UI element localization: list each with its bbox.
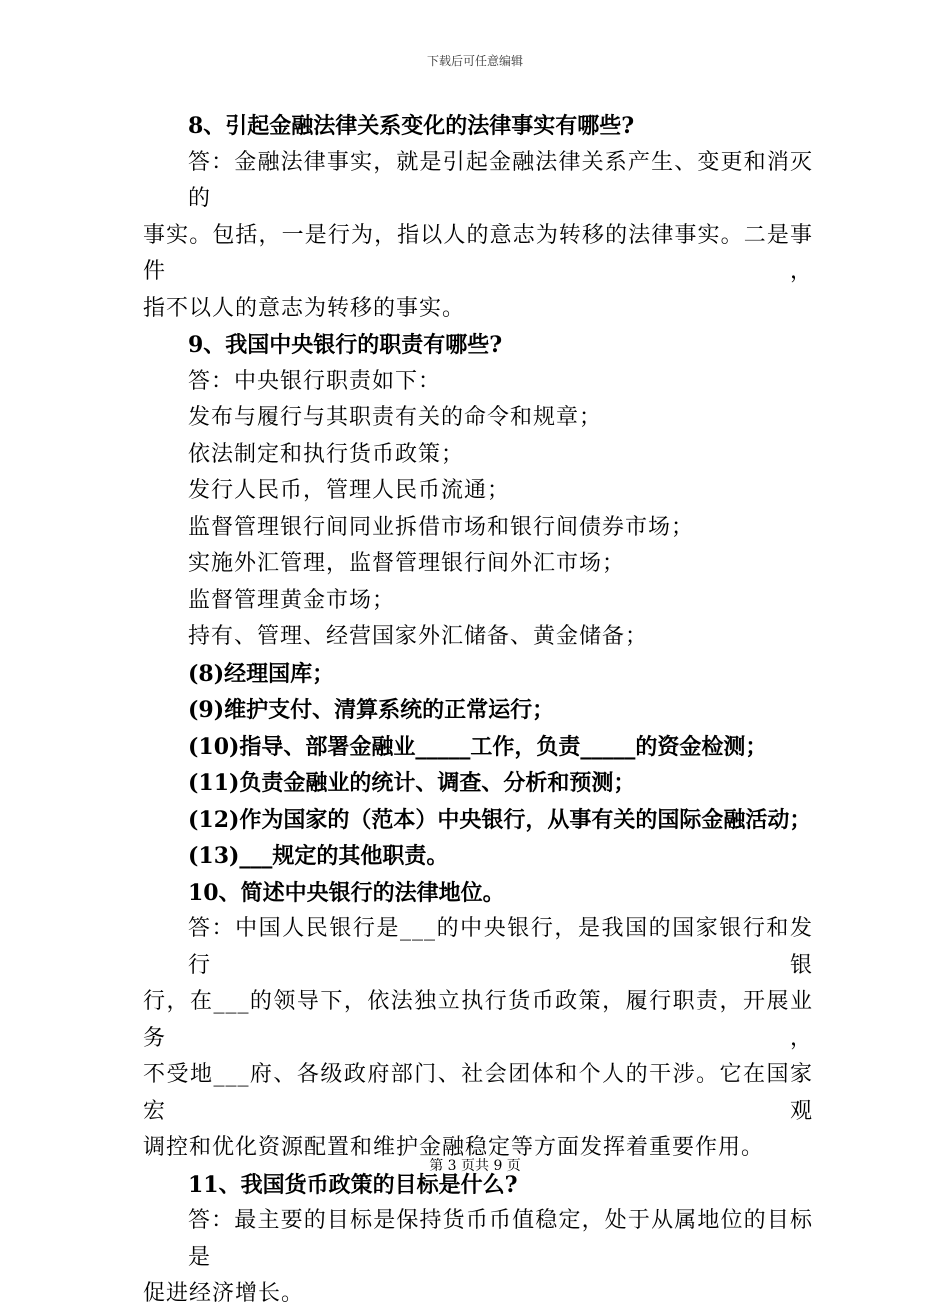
answer-10-line-2: 行，在___的领导下，依法独立执行货币政策，履行职责，开展业务，: [143, 989, 813, 1051]
duty-item-12: (12)作为国家的（范本）中央银行，从事有关的国际金融活动；: [188, 806, 812, 833]
answer-10-line-1: 答：中国人民银行是___的中央银行，是我国的国家银行和发行银: [188, 916, 813, 978]
duty-item: 发布与履行与其职责有关的命令和规章；: [188, 405, 603, 430]
answer-10-line-4: 调控和优化资源配置和维护金融稳定等方面发挥着重要作用。: [143, 1135, 765, 1160]
answer-9-intro: 答：中央银行职责如下：: [188, 368, 442, 394]
duty-item-13: (13)___规定的其他职责。: [188, 843, 449, 869]
answer-11-line-1: 答：最主要的目标是保持货币币值稳定，处于从属地位的目标是: [188, 1208, 813, 1270]
duty-item: 监督管理黄金市场；: [188, 587, 396, 613]
question-9-heading: 9、我国中央银行的职责有哪些?: [188, 332, 503, 358]
answer-8-line-3: 指不以人的意志为转移的事实。: [143, 295, 466, 321]
page-footer: 第 3 页共 9 页: [429, 1158, 521, 1174]
question-8-heading: 8、引起金融法律关系变化的法律事实有哪些?: [188, 113, 635, 139]
question-11-heading: 11、我国货币政策的目标是什么?: [188, 1171, 518, 1198]
duty-item-8: (8)经理国库；: [188, 660, 335, 687]
duty-item: 依法制定和执行货币政策；: [188, 441, 465, 467]
duty-item: 发行人民币，管理人民币流通；: [188, 478, 511, 503]
duty-item: 监督管理银行间同业拆借市场和银行间债券市场；: [188, 514, 695, 540]
duty-item: 持有、管理、经营国家外汇储备、黄金储备；: [188, 624, 649, 649]
document-body: [143, 108, 813, 1313]
question-10-heading: 10、简述中央银行的法律地位。: [188, 879, 505, 906]
duty-item-11: (11)负责金融业的统计、调查、分析和预测；: [188, 770, 636, 796]
answer-8-line-2: 事实。包括，一是行为，指以人的意志为转移的法律事实。二是事件，: [143, 222, 813, 284]
answer-8-line-1: 答：金融法律事实，就是引起金融法律关系产生、变更和消灭的: [188, 149, 813, 211]
duty-item-9: (9)维护支付、清算系统的正常运行；: [188, 697, 555, 723]
duty-item-10: (10)指导、部署金融业_____工作，负责_____的资金检测；: [188, 733, 768, 760]
answer-10-line-3: 不受地___府、各级政府部门、社会团体和个人的干涉。它在国家宏观: [143, 1062, 813, 1124]
answer-11-line-2: 促进经济增长。: [143, 1281, 305, 1306]
page-header: 下载后可任意编辑: [426, 54, 523, 68]
duty-item: 实施外汇管理，监督管理银行间外汇市场；: [188, 551, 626, 576]
